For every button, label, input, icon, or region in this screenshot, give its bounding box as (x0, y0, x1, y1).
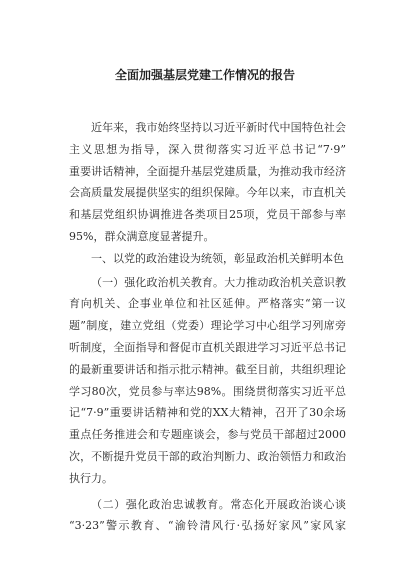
section-1-item-1-paragraph (69, 272, 346, 490)
paragraph-line: （二）强化政治忠诚教育。常态化开展政治谈心谈 (91, 497, 346, 511)
paragraph-line: 题”制度，建立党组（党委）理论学习中心组学习列席旁 (69, 319, 346, 333)
paragraph-line: 重点任务推进会和专题座谈会，参与党员干部超过2000 (69, 428, 346, 442)
intro-line: 重要讲话精神，全面提升基层党建质量，为推动我市经济 (69, 164, 346, 178)
paragraph-line: “3·23”警示教育、“渝铃清风行·弘扬好家风”家风家 (69, 519, 346, 533)
intro-line: 近年来，我市始终坚持以习近平新时代中国特色社会 (91, 121, 346, 134)
paragraph-line: 听制度，全面指导和督促市直机关跟进学习习近平总书记 (69, 340, 346, 354)
paragraph-line: 执行力。 (69, 471, 113, 485)
paragraph-line: 的最新重要讲话和指示批示精神。截至目前，共组织理论 (69, 362, 346, 376)
section-1-heading: 一、以党的政治建设为统领，彰显政治机关鲜明本色 (91, 251, 344, 265)
paragraph-line: 次，不断提升党员干部的政治判断力、政治领悟力和政治 (69, 449, 346, 463)
document-body (69, 117, 346, 537)
intro-line: 和基层党组织协调推进各类项目25项，党员干部参与率 (69, 208, 346, 222)
paragraph-line: 记“7·9”重要讲话精神和党的XX大精神，召开了30余场 (69, 406, 346, 420)
intro-line: 主义思想为指导，深入贯彻落实习近平总书记“7·9” (69, 142, 346, 156)
intro-line: 95%，群众满意度显著提升。 (69, 229, 215, 243)
paragraph-line: 育向机关、企事业单位和社区延伸。严格落实“第一议 (69, 297, 346, 311)
document-title: 全面加强基层党建工作情况的报告 (114, 68, 295, 82)
section-1-item-2-paragraph (69, 494, 346, 538)
intro-paragraph (69, 117, 346, 248)
intro-line: 会高质量发展提供坚实的组织保障。今年以来，市直机关 (69, 186, 346, 200)
paragraph-line: 学习80次，党员参与率达98%。围绕贯彻落实习近平总 (69, 384, 346, 398)
paragraph-line: （一）强化政治机关教育。大力推动政治机关意识教 (91, 275, 346, 289)
